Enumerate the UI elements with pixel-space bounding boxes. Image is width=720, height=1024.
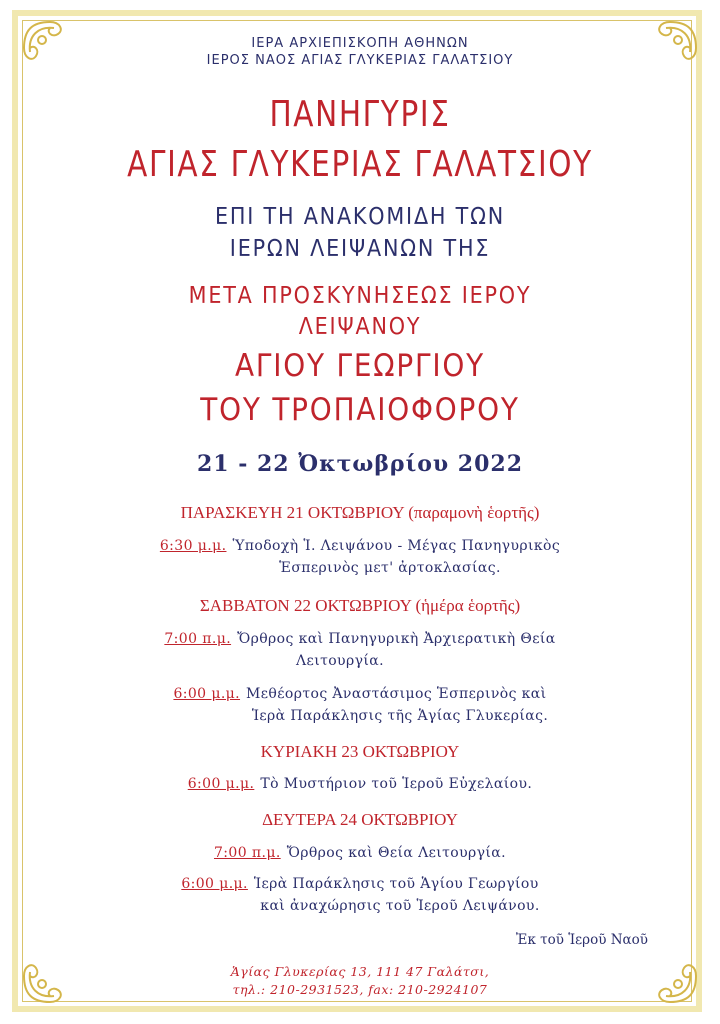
event-line-cont: Ἑσπερινὸς μετ' ἀρτοκλασίας.: [279, 560, 501, 576]
corner-ornament-icon: [646, 952, 700, 1006]
signature: Ἐκ τοῦ Ἱεροῦ Ναοῦ: [515, 932, 648, 948]
event-line: [0, 686, 720, 702]
event-time: 6:00 μ.μ.: [173, 686, 241, 702]
event-text: Ὄρθρος καὶ Θεία Λειτουργία.: [286, 845, 507, 861]
contact-line: τηλ.: 210-2931523, fax: 210-2924107: [232, 982, 488, 997]
event-text: Ὄρθρος καὶ Πανηγυρικὴ Ἀρχιερατικὴ Θεία: [237, 631, 556, 647]
subtitle-line-2: ΙΕΡΩΝ ΛΕΙΨΑΝΩΝ ΤΗΣ: [229, 236, 491, 262]
event-line: [0, 845, 720, 861]
event-line-cont: Λειτουργία.: [296, 653, 384, 669]
event-time: 6:30 μ.μ.: [159, 538, 227, 554]
event-time: 7:00 π.μ.: [213, 845, 281, 861]
church-line: ΙΕΡΟΣ ΝΑΟΣ ΑΓΙΑΣ ΓΛΥΚΕΡΙΑΣ ΓΑΛΑΤΣΙΟΥ: [206, 53, 514, 68]
day-heading-friday: ΠΑΡΑΣΚΕΥΗ 21 ΟΚΤΩΒΡΙΟΥ (παραμονὴ ἑορτῆς): [180, 503, 540, 522]
event-time: 7:00 π.μ.: [164, 631, 232, 647]
event-line: [0, 876, 720, 892]
event-line-cont: καὶ ἀναχώρησις τοῦ Ἱεροῦ Λειψάνου.: [260, 898, 540, 914]
day-heading-saturday: ΣΑΒΒΑΤΟΝ 22 ΟΚΤΩΒΡΙΟΥ (ἡμέρα ἑορτῆς): [199, 596, 521, 615]
event-text: Ἱερὰ Παράκλησις τοῦ Ἁγίου Γεωργίου: [253, 876, 539, 892]
title-line-1: ΠΑΝΗΓΥΡΙΣ: [269, 94, 451, 135]
title-line-2: ΑΓΙΑΣ ΓΛΥΚΕΡΙΑΣ ΓΑΛΑΤΣΙΟΥ: [127, 144, 593, 185]
event-line: [0, 631, 720, 647]
address-line: Ἁγίας Γλυκερίας 13, 111 47 Γαλάτσι,: [230, 964, 490, 979]
event-line-cont: Ἱερὰ Παράκλησις τῆς Ἁγίας Γλυκερίας.: [251, 708, 549, 724]
relic-line-2: ΛΕΙΨΑΝΟΥ: [298, 314, 422, 340]
day-heading-sunday: ΚΥΡΙΑΚΗ 23 ΟΚΤΩΒΡΙΟΥ: [260, 742, 460, 761]
event-line: [0, 776, 720, 792]
event-time: 6:00 μ.μ.: [187, 776, 255, 792]
corner-ornament-icon: [20, 952, 74, 1006]
archdiocese-line: ΙΕΡΑ ΑΡΧΙΕΠΙΣΚΟΠΗ ΑΘΗΝΩΝ: [251, 36, 469, 51]
subtitle-line-1: ΕΠΙ ΤΗ ΑΝΑΚΟΜΙΔΗ ΤΩΝ: [214, 204, 505, 230]
event-time: 6:00 μ.μ.: [181, 876, 248, 892]
day-heading-monday: ΔΕΥΤΕΡΑ 24 ΟΚΤΩΒΡΙΟΥ: [262, 810, 458, 829]
relic-line-1: ΜΕΤΑ ΠΡΟΣΚΥΝΗΣΕΩΣ ΙΕΡΟΥ: [188, 283, 532, 309]
event-line: [0, 538, 720, 554]
festival-dates: 21 - 22 Ὀκτωβρίου 2022: [196, 451, 524, 477]
saint-name-line-1: ΑΓΙΟΥ ΓΕΩΡΓΙΟΥ: [234, 348, 486, 384]
event-text: Τὸ Μυστήριον τοῦ Ἱεροῦ Εὐχελαίου.: [260, 776, 533, 792]
event-text: Μεθέορτος Ἀναστάσιμος Ἑσπερινὸς καὶ: [246, 686, 547, 702]
event-text: Ὑποδοχὴ Ἱ. Λειψάνου - Μέγας Πανηγυρικὸς: [232, 538, 561, 554]
saint-name-line-2: ΤΟΥ ΤΡΟΠΑΙΟΦΟΡΟΥ: [200, 392, 520, 428]
